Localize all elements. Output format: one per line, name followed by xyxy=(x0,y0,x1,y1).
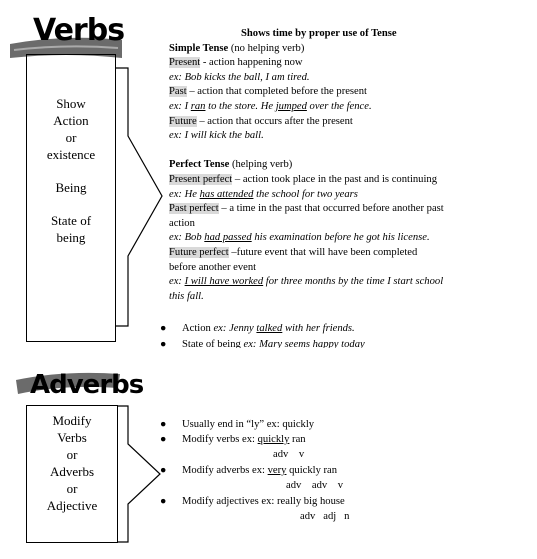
adverbs-heading: Adverbs xyxy=(30,370,144,400)
bullet-icon: ● xyxy=(160,496,167,507)
past-example: ex: I ran to the store. He jumped over the fence. xyxy=(169,100,372,112)
bullet-icon: ● xyxy=(160,419,167,430)
perfect-tense-line: Perfect Tense (helping verb) xyxy=(169,159,293,171)
future-perfect-line: Future perfect –future event that will have been completed xyxy=(169,246,418,258)
present-example: ex: Bob kicks the ball, I am tired. xyxy=(169,71,310,83)
past-line: Past – action that completed before the present xyxy=(169,86,367,98)
future-example: ex: I will kick the ball. xyxy=(169,130,264,142)
verbs-box-item: Action xyxy=(53,113,89,128)
verbs-content xyxy=(169,27,444,304)
verbs-bullet-action: ● Action ex: Jenny talked with her friends. xyxy=(160,323,355,334)
present-perfect-example: ex: He has attended the school for two years xyxy=(169,188,358,200)
verbs-bracket-arrow-icon xyxy=(114,66,166,335)
verbs-box xyxy=(26,54,116,342)
future-perfect-line-2: before another event xyxy=(169,261,257,273)
adverbs-box xyxy=(26,405,118,543)
adverbs-pos-verbs: adv v xyxy=(273,449,305,460)
tense-title: Shows time by proper use of Tense xyxy=(241,28,397,39)
adverbs-box-item: Verbs xyxy=(57,430,87,445)
adverbs-bullet-ly: ● Usually end in “ly” ex: quickly xyxy=(160,419,315,430)
adverbs-bullet-adjectives: ● Modify adjectives ex: really big house xyxy=(160,496,345,507)
bullet-icon: ● xyxy=(160,323,167,334)
adverbs-pos-adverbs: adv adv v xyxy=(286,480,344,491)
adverbs-bullet-adverbs: ● Modify adverbs ex: very quickly ran xyxy=(160,465,338,476)
adverbs-bracket-arrow-icon xyxy=(116,404,164,549)
adverbs-box-item: Modify xyxy=(52,413,92,428)
future-line: Future – action that occurs after the present xyxy=(169,115,353,127)
past-perfect-example: ex: Bob had passed his examination before he got his license. xyxy=(169,232,430,244)
verbs-box-item: being xyxy=(56,230,86,245)
verbs-box-item: Being xyxy=(55,180,87,195)
adverbs-box-item: Adverbs xyxy=(49,464,95,479)
adverbs-box-item: or xyxy=(66,481,78,496)
verbs-box-item: existence xyxy=(46,147,96,162)
verbs-box-item: Show xyxy=(56,96,86,111)
verbs-box-item: State of xyxy=(50,213,92,228)
future-perfect-example: ex: I will have worked for three months by the time I start school xyxy=(169,276,444,288)
adverbs-box-item: Adjective xyxy=(46,498,98,513)
adverbs-box-item: or xyxy=(66,447,78,462)
past-perfect-line: Past perfect – a time in the past that occurred before another past xyxy=(169,203,444,215)
present-line: Present - action happening now xyxy=(169,57,303,69)
simple-tense-line: Simple Tense (no helping verb) xyxy=(169,42,305,54)
adverbs-bullet-verbs: ● Modify verbs ex: quickly ran xyxy=(160,434,306,445)
future-perfect-example-2: this fall. xyxy=(169,290,204,302)
past-perfect-line-2: action xyxy=(169,217,195,229)
verbs-bullet-state: ● State of being ex: Mary seems happy today xyxy=(160,338,365,348)
bullet-icon: ● xyxy=(160,339,167,348)
verbs-box-item: or xyxy=(65,130,77,145)
bullet-icon: ● xyxy=(160,465,167,476)
present-perfect-line: Present perfect – action took place in the past and is continuing xyxy=(169,173,438,185)
bullet-icon: ● xyxy=(160,434,167,445)
verbs-heading: Verbs xyxy=(33,13,125,48)
adverbs-pos-adjectives: adv adj n xyxy=(300,511,350,522)
